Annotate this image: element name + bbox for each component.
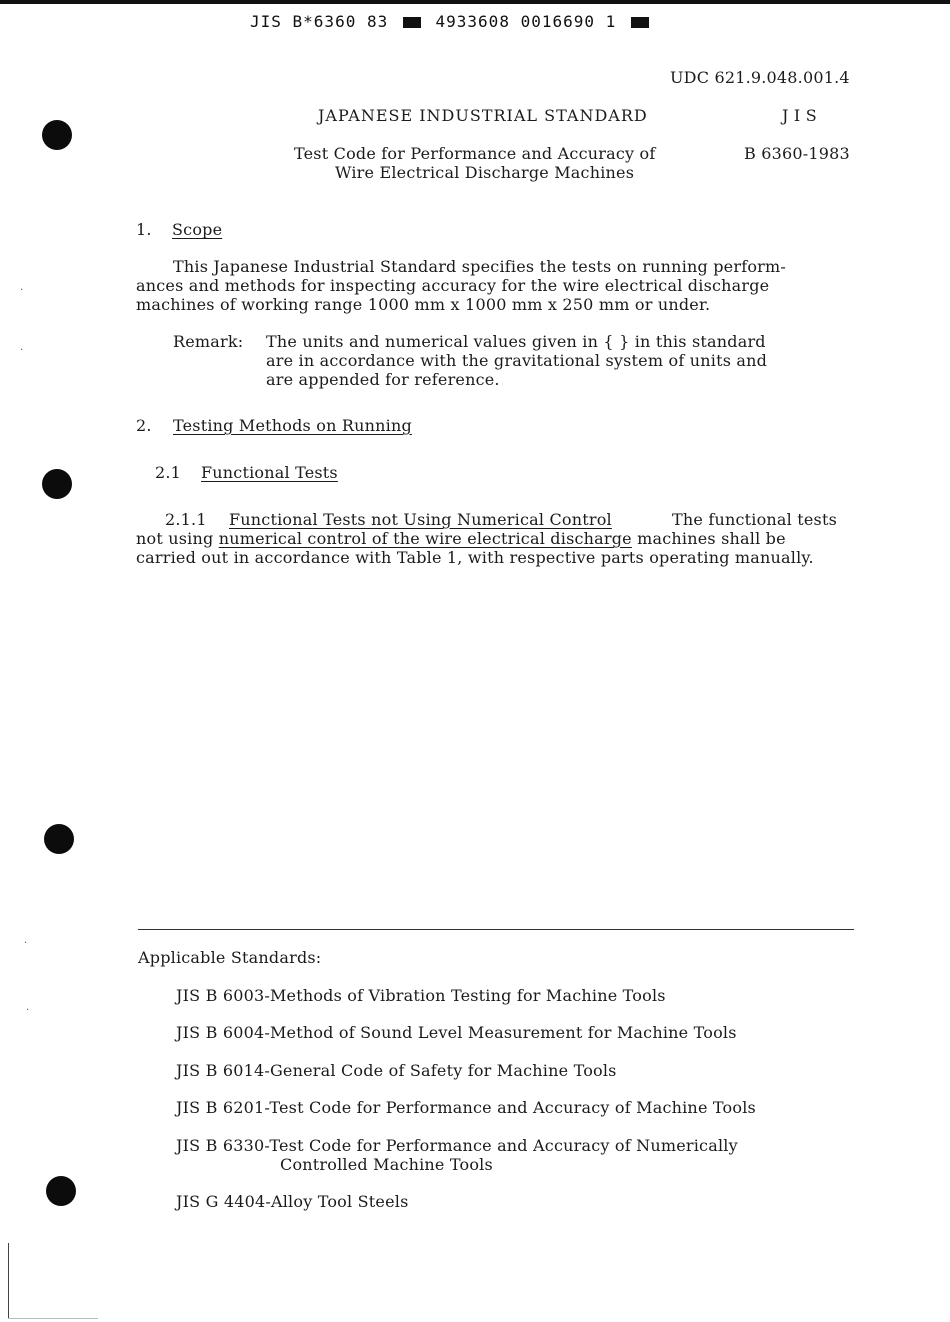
line2-post: machines shall be [631,529,786,548]
section-2-heading: Testing Methods on Running [173,416,412,435]
remark-line3: are appended for reference. [266,370,500,389]
applicable-standards-heading: Applicable Standards: [138,948,322,967]
header-block-mark [403,17,421,28]
punch-hole-4 [46,1176,76,1206]
applicable-item-5-continued: Controlled Machine Tools [280,1155,493,1174]
applicable-item-1: JIS B 6003-Methods of Vibration Testing for Machine Tools [176,986,666,1005]
document-number: B 6360-1983 [744,144,850,163]
footnote-divider [138,929,854,930]
applicable-item-3: JIS B 6014-General Code of Safety for Machine Tools [176,1061,617,1080]
remark-label: Remark: [173,332,244,351]
punch-hole-1 [42,120,72,150]
section-1-body-line1: This Japanese Industrial Standard specifies the tests on running perform- [173,257,786,276]
section-2-1-1-line1-tail: The functional tests [672,510,837,529]
section-1-number: 1. [136,220,152,239]
section-2-number: 2. [136,416,152,435]
section-1-body-line3: machines of working range 1000 mm x 1000 mm x 250 mm or under. [136,295,711,314]
top-border-rule [0,0,950,4]
applicable-item-2: JIS B 6004-Method of Sound Level Measurement for Machine Tools [176,1023,737,1042]
scan-speck: · [26,1005,30,1016]
applicable-item-5: JIS B 6330-Test Code for Performance and Accuracy of Numerically [176,1136,738,1155]
section-2-1-heading: Functional Tests [201,463,338,482]
applicable-item-6: JIS G 4404-Alloy Tool Steels [176,1192,409,1211]
punch-hole-2 [42,469,72,499]
scan-edge-base [8,1318,98,1319]
section-1-heading: Scope [172,220,223,239]
section-2-1-1-heading: Functional Tests not Using Numerical Control [229,510,612,529]
remark-line2: are in accordance with the gravitational system of units and [266,351,768,370]
header-code [250,12,649,31]
scan-speck: · [20,285,24,296]
scan-edge-line [8,1243,9,1319]
document-title-line2: Wire Electrical Discharge Machines [335,163,635,182]
jis-label: J I S [782,106,817,125]
section-2-1-1-line3: carried out in accordance with Table 1, with respective parts operating manually. [136,548,814,567]
document-title-line1: Test Code for Performance and Accuracy of [294,144,656,163]
line2-pre: not using [136,529,219,548]
section-2-1-1-line2 [136,529,786,548]
section-1-body-line2: ances and methods for inspecting accuracy for the wire electrical discharge [136,276,770,295]
remark-line1: The units and numerical values given in { } in this standard [266,332,766,351]
header-code-part2: 4933608 0016690 1 [435,12,617,31]
udc-code: UDC 621.9.048.001.4 [670,68,850,87]
section-2-1-1-number: 2.1.1 [165,510,207,529]
section-2-1-number: 2.1 [155,463,182,482]
applicable-item-4: JIS B 6201-Test Code for Performance and Accuracy of Machine Tools [176,1098,756,1117]
standard-title: JAPANESE INDUSTRIAL STANDARD [318,106,648,125]
scan-speck: · [24,938,28,949]
punch-hole-3 [44,824,74,854]
line2-underlined: numerical control of the wire electrical discharge [218,529,632,548]
header-code-part1: JIS B*6360 83 [250,12,389,31]
header-block-mark [631,17,649,28]
scan-speck: · [20,345,24,356]
